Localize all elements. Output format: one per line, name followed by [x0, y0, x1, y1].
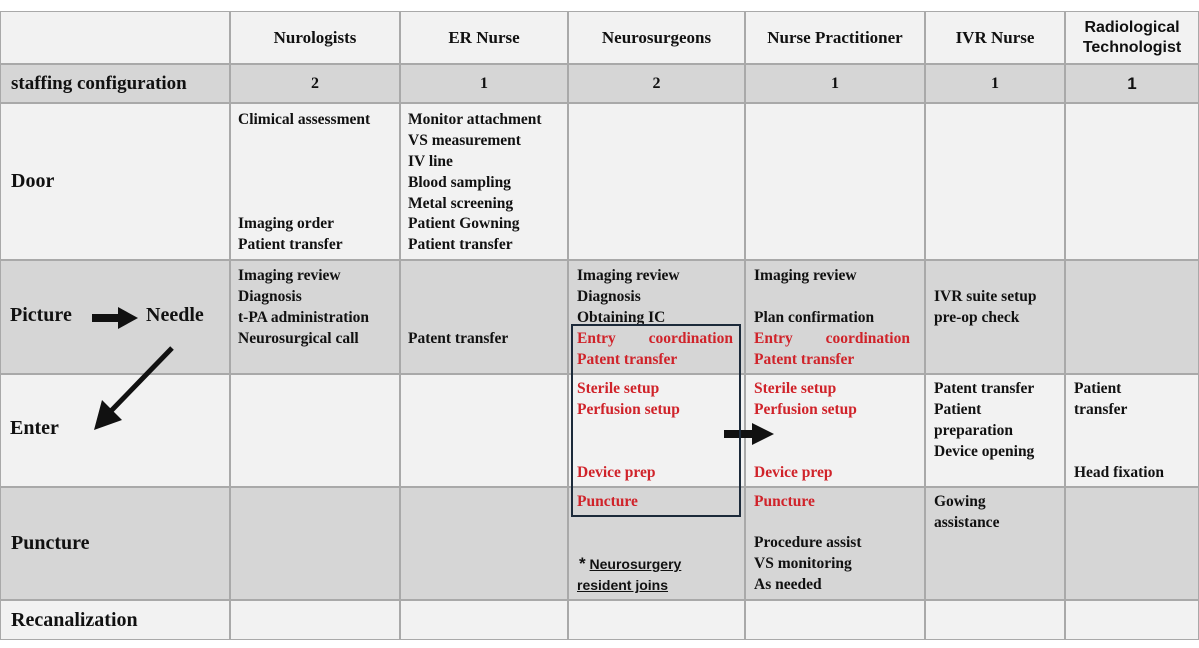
enter-neuro-line: Perfusion setup: [577, 401, 680, 418]
right-arrow-icon: [92, 307, 138, 329]
enter-np-line: Sterile setup: [754, 380, 837, 397]
enter-np-line: Device prep: [754, 464, 833, 481]
enter-nurologists: [230, 374, 400, 487]
recan-er-nurse: [400, 600, 568, 640]
enter-neuro-line: Device prep: [577, 464, 656, 481]
recan-nurse-practitioner: [745, 600, 925, 640]
pn-nurologists-line: Neurosurgical call: [238, 330, 359, 347]
door-er-line: Patient Gowning: [408, 215, 520, 232]
pn-np-line: Plan confirmation: [754, 309, 875, 326]
header-er-nurse: ER Nurse: [400, 11, 568, 64]
pn-np-coordination: coordination: [825, 330, 910, 347]
enter-radiological-line: Patient: [1074, 380, 1122, 397]
enter-er-nurse: [400, 374, 568, 487]
door-nurologists-line: Patient transfer: [238, 236, 343, 253]
row-label-recanalization: Recanalization: [0, 600, 230, 640]
enter-neuro-line: Sterile setup: [577, 380, 660, 397]
note-line-2: resident joins: [577, 577, 669, 593]
door-radiological: [1065, 103, 1199, 260]
puncture-np-line: VS monitoring: [754, 555, 852, 572]
neurosurgery-resident-note-line2: [577, 575, 668, 595]
enter-ivr-line: Patient: [934, 401, 982, 418]
pn-nurologists-line: Diagnosis: [238, 288, 302, 305]
pn-np-entry: Entry: [754, 330, 793, 347]
pn-radiological: [1065, 260, 1199, 374]
pn-ivr-line: IVR suite setup: [934, 288, 1037, 305]
staffing-nurologists: 2: [230, 64, 400, 103]
pn-np-line: Imaging review: [754, 267, 857, 284]
note-line-1: Neurosurgery: [589, 556, 682, 572]
door-er-line: VS measurement: [408, 132, 521, 149]
pn-er-line: Patent transfer: [408, 330, 509, 347]
recan-ivr-nurse: [925, 600, 1065, 640]
door-er-line: Metal screening: [408, 195, 514, 212]
staffing-ivr-nurse: 1: [925, 64, 1065, 103]
puncture-er-nurse: [400, 487, 568, 600]
header-ivr-nurse: IVR Nurse: [925, 11, 1065, 64]
row-label-puncture: Puncture: [0, 487, 230, 600]
pn-neuro-line: Obtaining IC: [577, 309, 666, 326]
enter-np-line: Perfusion setup: [754, 401, 857, 418]
door-nurologists-line: Imaging order: [238, 215, 335, 232]
door-neurosurgeons: [568, 103, 745, 260]
puncture-np-line: As needed: [754, 576, 822, 593]
door-er-line: Blood sampling: [408, 174, 511, 191]
door-er-line: Patient transfer: [408, 236, 513, 253]
recan-radiological: [1065, 600, 1199, 640]
recan-neurosurgeons: [568, 600, 745, 640]
row-label-needle: Needle: [146, 304, 204, 326]
row-label-picture: Picture: [10, 304, 72, 326]
row-label-enter: Enter: [10, 417, 59, 439]
pn-np-patent-transfer: Patent transfer: [754, 351, 855, 368]
pn-neuro-patent-transfer: Patent transfer: [577, 351, 678, 368]
door-nurse-practitioner: [745, 103, 925, 260]
enter-ivr-line: preparation: [934, 422, 1013, 439]
staffing-nurse-practitioner: 1: [745, 64, 925, 103]
header-radiological-technologist: Radiological Technologist: [1065, 11, 1199, 64]
enter-ivr-line: Patent transfer: [934, 380, 1035, 397]
puncture-np-line: Procedure assist: [754, 534, 862, 551]
enter-radiological-line: transfer: [1074, 401, 1128, 418]
neurosurgeon-task-outline: [571, 324, 741, 517]
puncture-ivr-line: assistance: [934, 514, 1000, 531]
puncture-neuro-line: Puncture: [577, 493, 638, 510]
staffing-er-nurse: 1: [400, 64, 568, 103]
header-nurse-practitioner: Nurse Practitioner: [745, 11, 925, 64]
pn-nurologists-line: Imaging review: [238, 267, 341, 284]
staffing-radiological: 1: [1065, 64, 1199, 103]
pn-neuro-line: Imaging review: [577, 267, 680, 284]
diagonal-arrow-icon: [88, 344, 176, 436]
door-er-line: Monitor attachment: [408, 111, 542, 128]
note-asterisk: *: [579, 554, 586, 573]
enter-ivr-line: Device opening: [934, 443, 1035, 460]
pn-neuro-line: Diagnosis: [577, 288, 641, 305]
door-nurologists-line: Climical assessment: [238, 111, 371, 128]
enter-radiological-line: Head fixation: [1074, 464, 1164, 481]
door-ivr-nurse: [925, 103, 1065, 260]
row-label-door: Door: [0, 103, 230, 260]
puncture-np-line: Puncture: [754, 493, 815, 510]
pn-neuro-entry: Entry: [577, 330, 616, 347]
puncture-nurologists: [230, 487, 400, 600]
header-nurologists: Nurologists: [230, 11, 400, 64]
recan-nurologists: [230, 600, 400, 640]
pn-ivr-line: pre-op check: [934, 309, 1020, 326]
pn-er-nurse: [400, 260, 568, 374]
puncture-ivr-line: Gowing: [934, 493, 986, 510]
row-label-staffing: staffing configuration: [0, 64, 230, 103]
corner-cell: [0, 11, 230, 64]
pn-np-entry-coordination: [754, 328, 910, 349]
staffing-neurosurgeons: 2: [568, 64, 745, 103]
pn-nurologists-line: t-PA administration: [238, 309, 370, 326]
pn-neuro-coordination: coordination: [648, 330, 733, 347]
neurosurgery-resident-note: [579, 554, 681, 574]
puncture-radiological: [1065, 487, 1199, 600]
door-er-line: IV line: [408, 153, 453, 170]
header-neurosurgeons: Neurosurgeons: [568, 11, 745, 64]
